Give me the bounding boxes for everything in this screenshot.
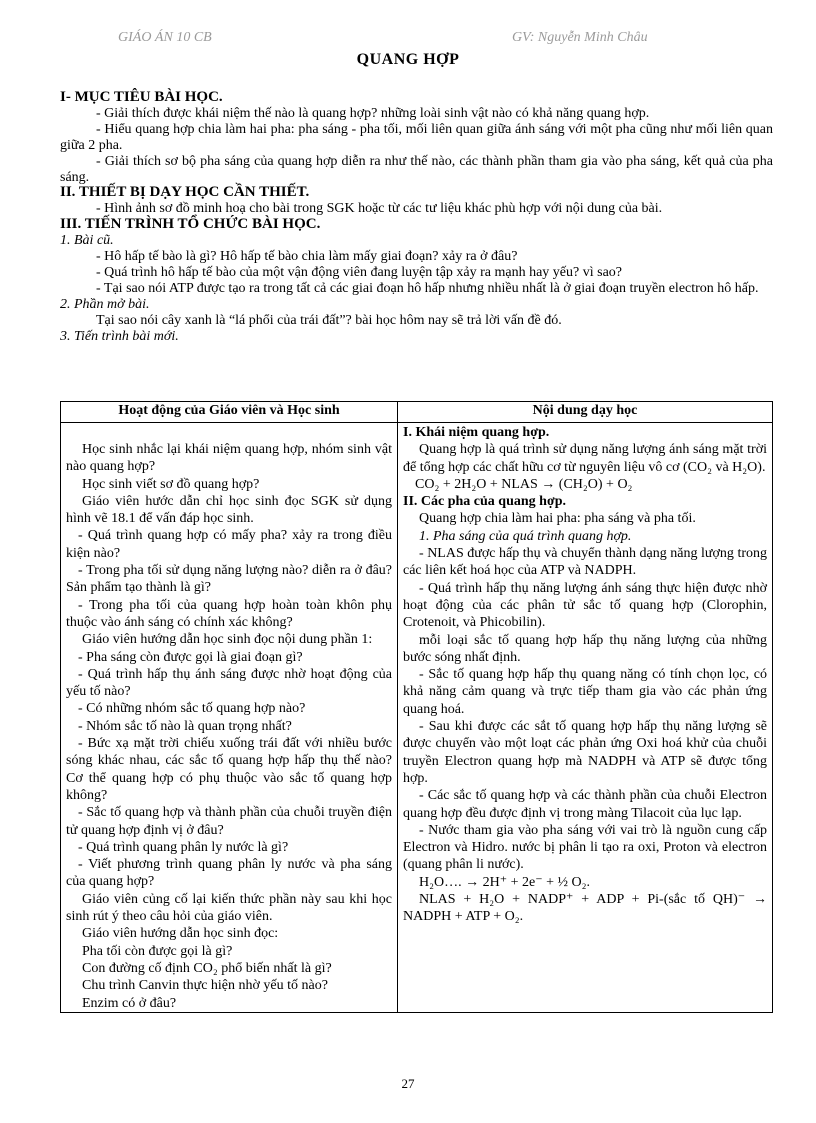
activity-item: Học sinh nhắc lại khái niệm quang hợp, nhóm sinh vật nào quang hợp? [66,442,392,475]
photosynthesis-equation: CO₂ + 2H₂O + NLAS → (CH₂O) + O₂ [415,476,633,492]
content-item: - Quá trình hấp thụ năng lượng ánh sáng thực hiện được nhờ hoạt động của các phân tử sắc tố quang hợp (Clorophin, Crotenoit, và Phicobilin). [403,580,767,631]
header-left: GIÁO ÁN 10 CB [118,30,212,45]
subsection-old-lesson: 1. Bài cũ. [60,233,114,249]
activity-item: Giáo viên củng cố lại kiến thức phần này sau khi học sinh rút ý theo câu hỏi của giáo viên. [66,891,392,925]
objective-item: - Giải thích được khái niệm thế nào là quang hợp? những loài sinh vật nào có khả năng quang hợp. [96,105,650,121]
intro-text: Tại sao nói cây xanh là “lá phổi của trái đất”? bài học hôm nay sẽ trả lời vấn đề đó. [96,312,562,328]
content-item: - Các sắc tố quang hợp và các thành phần của chuỗi Electron quang hợp đều được định vị trong màng Tilacoit của lục lạp. [403,788,767,821]
activity-item: Enzim có ở đâu? [82,995,177,1011]
content-heading: II. Các pha của quang hợp. [403,494,566,510]
content-subheading: 1. Pha sáng của quá trình quang hợp. [419,528,632,544]
activities-cell [61,423,398,1013]
equipment-item: - Hình ảnh sơ đồ minh hoạ cho bài trong SGK hoặc từ các tư liệu khác phù hợp với nội dung của bài. [96,201,663,217]
activity-item: Con đường cố định CO₂ phổ biến nhất là gì? [82,960,332,976]
light-phase-equation: NLAS + H₂O + NADP⁺ + ADP + Pi-(sắc tố QH)⁻ → NADPH + ATP + O₂. [403,892,767,925]
water-photolysis-equation: H₂O…. → 2H⁺ + 2e⁻ + ½ O₂. [419,874,590,890]
activity-item: - Sắc tố quang hợp và thành phần của chuỗi truyền điện tử quang hợp định vị ở đâu? [66,805,392,838]
lesson-table [60,401,773,1013]
subsection-intro: 2. Phần mở bài. [60,296,150,312]
table-header-content: Nội dung dạy học [398,402,773,423]
activity-item: Giáo viên hướng dẫn học sinh đọc: [82,926,279,942]
activity-item: - Quá trình quang phân ly nước là gì? [78,839,289,855]
activity-item: - Trong pha tối của quang hợp hoàn toàn khôn phụ thuộc vào ánh sáng có chính xác không? [66,597,392,630]
content-paragraph: Quang hợp là quá trình sử dụng năng lượng ánh sáng mặt trời để tổng hợp các chất hữu cơ từ nguyên liệu vô cơ (CO₂ và H₂O). [403,442,767,475]
page-number: 27 [401,1076,415,1091]
content-item: - Sau khi được các sắt tố quang hợp hấp thụ năng lượng sẽ được chuyển vào một loạt các phản ứng Oxi hoá khử của chuỗi truyền Electron quang hợp mà NADPH và ATP sẽ được tổng hợp. [403,719,767,786]
activity-item: - Quá trình quang hợp có mấy pha? xảy ra trong điều kiện nào? [66,528,392,561]
page-title: QUANG HỢP [356,51,460,68]
activity-item: - Pha sáng còn được gọi là giai đoạn gì? [78,649,303,665]
content-item: - NLAS được hấp thụ và chuyển thành dạng năng lượng trong các liên kết hoá học của ATP và NADPH. [403,546,767,579]
subsection-new-lesson: 3. Tiến trình bài mới. [60,328,179,344]
section-1-title: I- MỤC TIÊU BÀI HỌC. [60,89,223,105]
review-question: - Hô hấp tế bào là gì? Hô hấp tế bào chia làm mấy giai đoạn? xảy ra ở đâu? [96,249,518,265]
table-row [61,423,773,1013]
section-3-title: III. TIẾN TRÌNH TỔ CHỨC BÀI HỌC. [60,216,321,233]
activity-item: Pha tối còn được gọi là gì? [82,943,233,959]
review-question: - Quá trình hô hấp tế bào của một vận động viên đang luyện tập xảy ra mạnh hay yếu? vì sao? [96,264,623,280]
content-item: mỗi loại sắc tố quang hợp hấp thụ năng lượng của những bước sóng nhất định. [403,632,767,665]
table-header-activities: Hoạt động của Giáo viên và Học sinh [61,402,398,423]
table-header-row [61,402,773,423]
content-heading: I. Khái niệm quang hợp. [403,425,550,440]
document-body [60,90,773,345]
activity-item: - Bức xạ mặt trời chiếu xuống trái đất với nhiều bước sóng khác nhau, các sắc tố quang hợp hấp thụ thế nào? Cơ thể quang hợp có phụ thuộc vào sắc tố quang hợp không? [66,736,392,803]
content-item: - Sắc tố quang hợp hấp thụ quang năng có tính chọn lọc, có khả năng cảm quang và trực tiếp tham gia vào các phản ứng quang hoá. [403,667,767,717]
activity-item: - Có những nhóm sắc tố quang hợp nào? [78,701,306,717]
content-item: - Nước tham gia vào pha sáng với vai trò là nguồn cung cấp Electron và Hidro. nước bị phân li tạo ra oxi, Proton và electron (quang phân li nước). [403,822,767,873]
objective-item: - Hiểu quang hợp chia làm hai pha: pha sáng - pha tối, mối liên quan giữa ánh sáng với một pha cũng như mối liên quan giữa 2 pha. [60,121,773,153]
activity-item: - Trong pha tối sử dụng năng lượng nào? diễn ra ở đâu? Sản phẩm tạo thành là gì? [66,563,392,596]
header-right: GV: Nguyễn Minh Châu [512,30,648,45]
review-question: - Tại sao nói ATP được tạo ra trong tất cả các giai đoạn hô hấp nhưng nhiều nhất là ở giai đoạn truyền electron hô hấp. [96,280,759,296]
activity-item: - Viết phương trình quang phân ly nước và pha sáng của quang hợp? [66,857,392,890]
activity-item: Học sinh viết sơ đồ quang hợp? [82,476,260,492]
activity-item: - Quá trình hấp thụ ánh sáng được nhờ hoạt động của yếu tố nào? [66,666,392,700]
activity-item: Chu trình Canvin thực hiện nhờ yếu tố nào? [82,978,328,994]
activity-item: - Nhóm sắc tố nào là quan trọng nhất? [78,718,292,734]
section-2-title: II. THIẾT BỊ DẠY HỌC CẦN THIẾT. [60,184,310,201]
activity-item: Giáo viên hướng dẫn học sinh đọc nội dung phần 1: [82,632,373,648]
content-paragraph: Quang hợp chia làm hai pha: pha sáng và pha tối. [419,511,696,527]
objective-item: - Giải thích sơ bộ pha sáng của quang hợp diễn ra như thế nào, các thành phần tham gia vào pha sáng, kết quả của pha sáng. [60,153,773,185]
activity-item: Giáo viên hước dẫn chỉ học sinh đọc SGK sử dụng hình vẽ 18.1 để vấn đáp học sinh. [66,493,392,527]
content-cell [398,423,773,1013]
